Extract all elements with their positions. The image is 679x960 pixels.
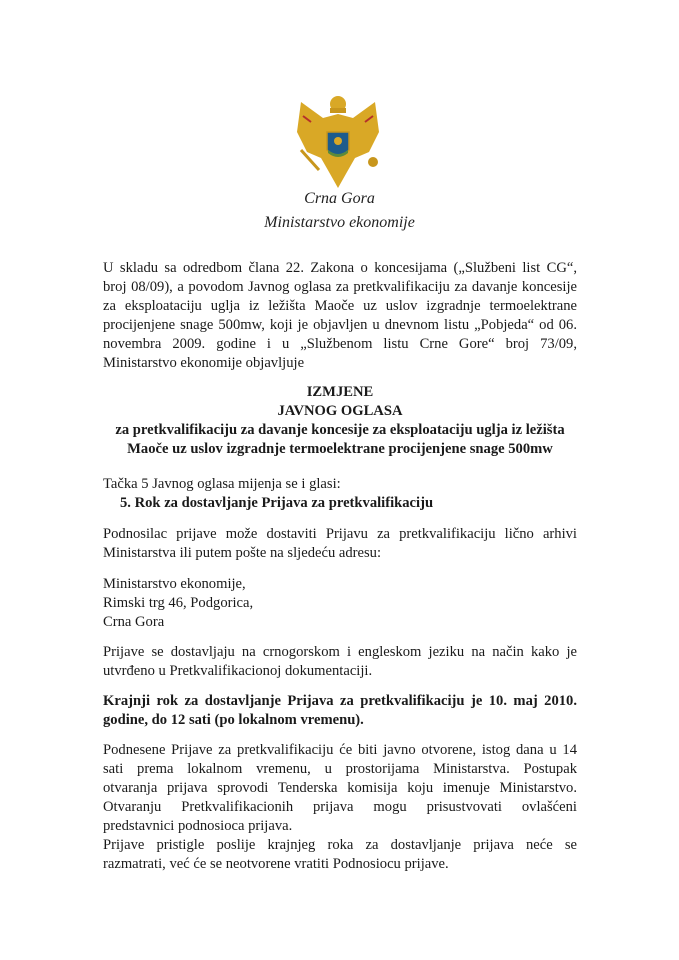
para-language-line: utvrđeno u Pretkvalifikacionoj dokumentaciji. [103, 663, 373, 679]
intro-line: procijenjene snage 500mw, koji je objavljen u dnevnom listu „Pobjeda“ od 06. [103, 317, 577, 333]
point-heading [103, 494, 577, 513]
para-opening-line: razmatrati, već će se neotvorene vratiti Podnosiocu prijave. [103, 856, 449, 872]
country-name: Crna Gora [304, 190, 375, 207]
intro-line: Ministarstvo ekonomije objavljuje [103, 355, 305, 371]
title-line: Maoče uz uslov izgradnje termoelektrane procijenjene snage 500mw [127, 441, 553, 457]
para-opening-line: sati prema lokalnom vremenu, u prostorijama Ministarstva. Postupak [103, 761, 577, 777]
title-line: za pretkvalifikaciju za davanje koncesije za eksploataciju uglja iz ležišta [115, 422, 565, 438]
ministry-name: Ministarstvo ekonomije [264, 214, 415, 231]
language-paragraph [103, 643, 577, 681]
address-line: Crna Gora [103, 614, 165, 630]
point-heading-text: 5. Rok za dostavljanje Prijava za pretkvalifikaciju [120, 495, 434, 511]
title-line: JAVNOG OGLASA [277, 403, 403, 419]
submission-paragraph [103, 525, 577, 563]
title-line: IZMJENE [306, 384, 374, 400]
para-opening-line: Prijave pristigle poslije krajnjeg roka za dostavljanje prijava neće se [103, 837, 577, 853]
para-opening-line: Podnesene Prijave za pretkvalifikaciju će biti javno otvorene, istog dana u 14 [103, 742, 577, 758]
montenegro-coat-of-arms-icon [293, 92, 383, 192]
address-block [103, 575, 577, 632]
para-opening-line: otvaranja prijava sprovodi Tenderska komisija koju imenuje Ministarstvo. [103, 780, 577, 796]
intro-paragraph [103, 259, 577, 373]
opening-paragraph [103, 741, 577, 874]
para-submit-line: Podnosilac prijave može dostaviti Prijavu za pretkvalifikaciju lično arhivi [103, 526, 577, 542]
deadline-line: Krajnji rok za dostavljanje Prijava za pretkvalifikaciju je 10. maj 2010. [103, 693, 577, 709]
para-language-line: Prijave se dostavljaju na crnogorskom i engleskom jeziku na način kako je [103, 644, 577, 660]
deadline-paragraph [103, 692, 577, 730]
intro-line: broj 08/09), a povodom Javnog oglasa za pretkvalifikaciju za davanje koncesije [103, 279, 577, 295]
point-intro-text: Tačka 5 Javnog oglasa mijenja se i glasi: [103, 476, 341, 492]
para-submit-line: Ministarstva ili putem pošte na sljedeću adresu: [103, 545, 382, 561]
intro-line: U skladu sa odredbom člana 22. Zakona o koncesijama („Službeni list CG“, [103, 260, 577, 276]
para-opening-line: predstavnici podnosioca prijava. [103, 818, 293, 834]
intro-line: novembra 2009. godine i u „Službenom listu Crne Gore“ broj 73/09, [103, 336, 577, 352]
deadline-line: godine, do 12 sati (po lokalnom vremenu). [103, 712, 364, 728]
address-line: Rimski trg 46, Podgorica, [103, 595, 254, 611]
address-line: Ministarstvo ekonomije, [103, 576, 246, 592]
point-intro [103, 475, 577, 494]
intro-line: za eksploataciju uglja iz ležišta Maoče uz uslov izgradnje termoelektrane [103, 298, 577, 314]
para-opening-line: Otvaranju Pretkvalifikacionih prijava mogu prisustvovati ovlašćeni [103, 799, 577, 815]
announcement-title [103, 383, 577, 459]
